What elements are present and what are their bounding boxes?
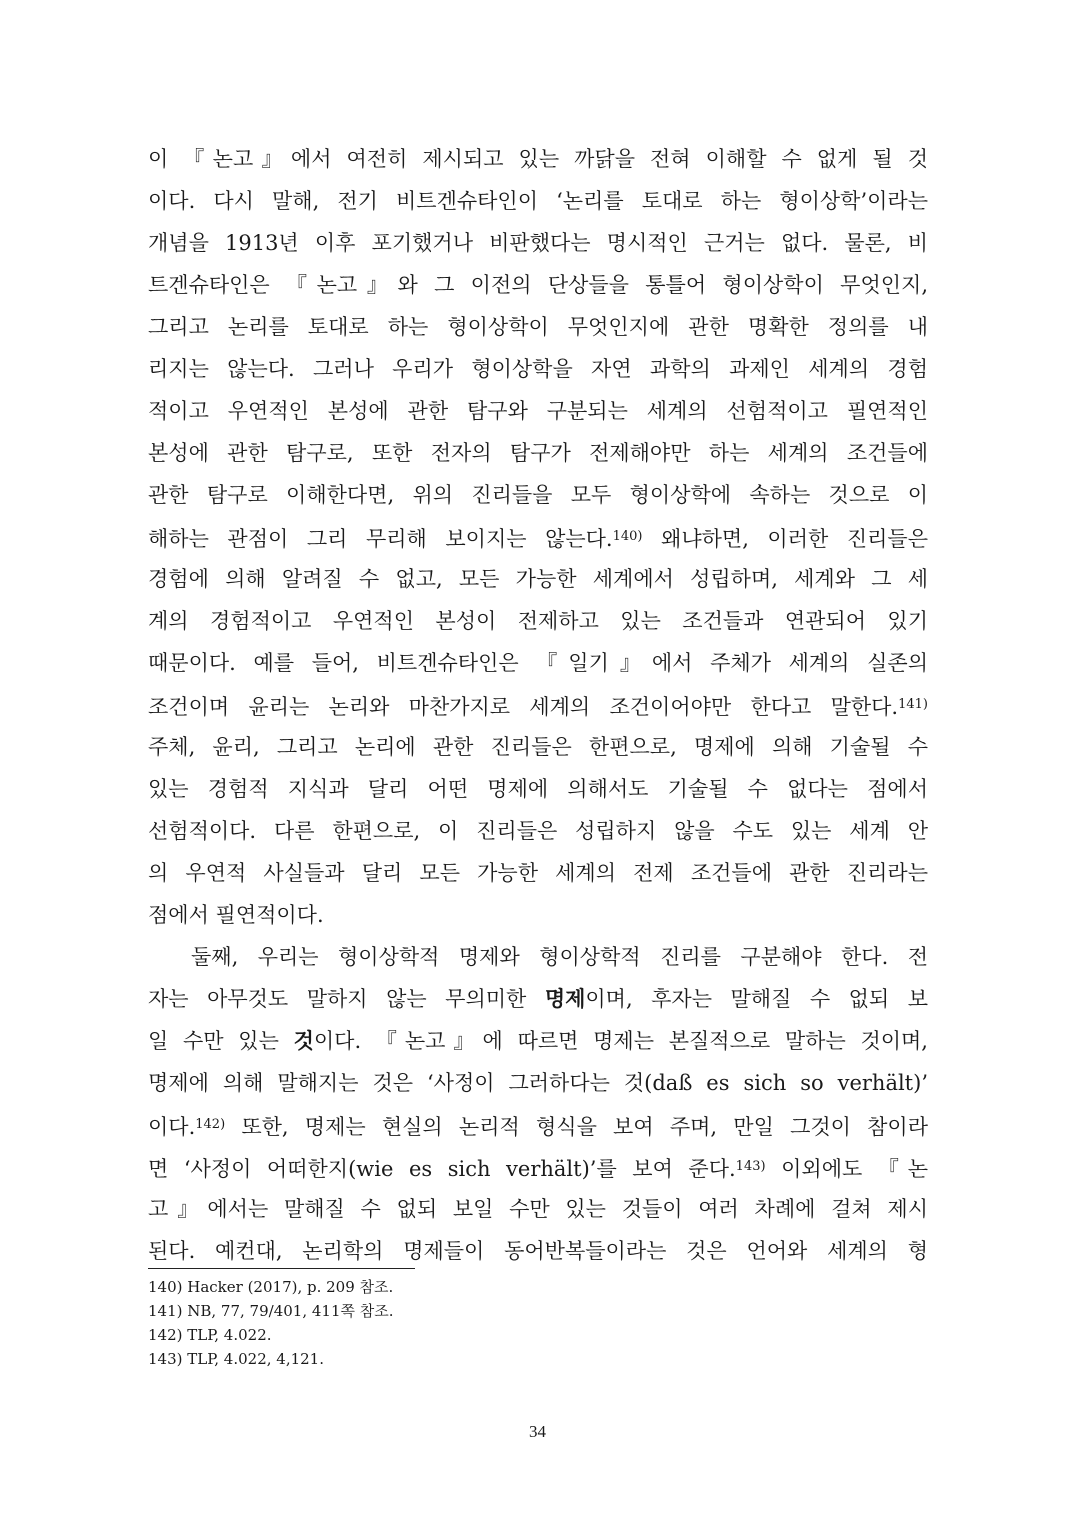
paragraph-2-line-3 <box>148 1027 928 1055</box>
paragraph-2-line-1: 둘째, 우리는 형이상학적 명제와 형이상학적 진리를 구분해야 한다. 전 <box>191 945 928 969</box>
body-line-10 <box>148 523 928 553</box>
line-text: 또한, 명제는 현실의 논리적 형식을 보여 주며, 만일 그것이 참이라 <box>225 1115 928 1139</box>
line-text: 면 ‘사정이 어떠한지(wie es sich verhält)’를 보여 준다. <box>148 1157 736 1181</box>
line-text: 이며, 후자는 말해질 수 없되 보 <box>585 987 929 1011</box>
line-text: 이외에도 『논 <box>765 1157 928 1181</box>
body-line-6: 리지는 않는다. 그러나 우리가 형이상학을 자연 과학의 과제인 세계의 경험 <box>148 357 928 381</box>
body-line-18: 의 우연적 사실들과 달리 모든 가능한 세계의 전제 조건들에 관한 진리라는 <box>148 861 928 885</box>
line-text: 이다. 『논고』에 따르면 명제는 본질적으로 말하는 것이며, <box>313 1029 928 1053</box>
footnote-ref-141[interactable]: 141) <box>898 697 928 712</box>
body-line-12: 계의 경험적이고 우연적인 본성이 전제하고 있는 조건들과 연관되어 있기 <box>148 609 928 633</box>
body-line-4: 트겐슈타인은 『논고』와 그 이전의 단상들을 통틀어 형이상학이 무엇인지, <box>148 273 928 297</box>
page-number: 34 <box>529 1422 546 1441</box>
line-text: 이다. <box>148 1115 196 1139</box>
footnote-ref-143[interactable]: 143) <box>735 1159 766 1174</box>
line-text: 해하는 관점이 그리 무리해 보이지는 않는다. <box>148 527 613 551</box>
body-line-8: 본성에 관한 탐구로, 또한 전자의 탐구가 전제해야만 하는 세계의 조건들에 <box>148 441 928 465</box>
body-line-15: 주체, 윤리, 그리고 논리에 관한 진리들은 한편으로, 명제에 의해 기술될 수 <box>148 735 928 759</box>
body-line-5: 그리고 논리를 토대로 하는 형이상학이 무엇인지에 관한 명확한 정의를 내 <box>148 315 928 339</box>
body-line-17: 선험적이다. 다른 한편으로, 이 진리들은 성립하지 않을 수도 있는 세계 안 <box>148 819 928 843</box>
body-line-3: 개념을 1913년 이후 포기했거나 비판했다는 명시적인 근거는 없다. 물론, 비 <box>148 231 928 255</box>
emphasis-thing: 것 <box>293 1028 314 1053</box>
paragraph-2-line-8: 된다. 예컨대, 논리학의 명제들이 동어반복들이라는 것은 언어와 세계의 형 <box>148 1239 928 1263</box>
paragraph-1-last-line: 점에서 필연적이다. <box>148 903 324 927</box>
paragraph-2-line-7: 고』에서는 말해질 수 없되 보일 수만 있는 것들이 여러 차례에 걸쳐 제시 <box>148 1197 928 1221</box>
footnote-140: 140) Hacker (2017), p. 209 참조. <box>148 1278 394 1296</box>
footnote-ref-142[interactable]: 142) <box>195 1117 226 1132</box>
body-line-16: 있는 경험적 지식과 달리 어떤 명제에 의해서도 기술될 수 없다는 점에서 <box>148 777 928 801</box>
line-text: 왜냐하면, 이러한 진리들은 <box>642 527 928 551</box>
paragraph-2-line-4: 명제에 의해 말해지는 것은 ‘사정이 그러하다는 것(daß es sich so verhält)’ <box>148 1071 928 1095</box>
paragraph-2-line-5 <box>148 1111 928 1141</box>
line-text: 일 수만 있는 <box>148 1029 294 1053</box>
line-text: 자는 아무것도 말하지 않는 무의미한 <box>148 987 545 1011</box>
line-text: 조건이며 윤리는 논리와 마찬가지로 세계의 조건이어야만 한다고 말한다. <box>148 695 899 719</box>
body-line-2: 이다. 다시 말해, 전기 비트겐슈타인이 ‘논리를 토대로 하는 형이상학’이라는 <box>148 189 928 213</box>
paragraph-2-line-6 <box>148 1153 928 1183</box>
footnote-ref-140[interactable]: 140) <box>612 529 643 544</box>
footnote-142: 142) TLP, 4.022. <box>148 1326 272 1344</box>
body-line-9: 관한 탐구로 이해한다면, 위의 진리들을 모두 형이상학에 속하는 것으로 이 <box>148 483 928 507</box>
footnote-separator <box>148 1268 415 1269</box>
body-line-14 <box>148 691 928 721</box>
emphasis-proposition: 명제 <box>544 986 586 1011</box>
body-line-11: 경험에 의해 알려질 수 없고, 모든 가능한 세계에서 성립하며, 세계와 그 세 <box>148 567 928 591</box>
footnote-143: 143) TLP, 4.022, 4,121. <box>148 1350 324 1368</box>
body-line-7: 적이고 우연적인 본성에 관한 탐구와 구분되는 세계의 선험적이고 필연적인 <box>148 399 928 423</box>
footnote-141: 141) NB, 77, 79/401, 411쪽 참조. <box>148 1302 394 1320</box>
body-line-13: 때문이다. 예를 들어, 비트겐슈타인은 『일기』에서 주체가 세계의 실존의 <box>148 651 928 675</box>
paragraph-2-line-2 <box>148 985 928 1013</box>
body-line-1: 이 『논고』에서 여전히 제시되고 있는 까닭을 전혀 이해할 수 없게 될 것 <box>148 147 928 171</box>
